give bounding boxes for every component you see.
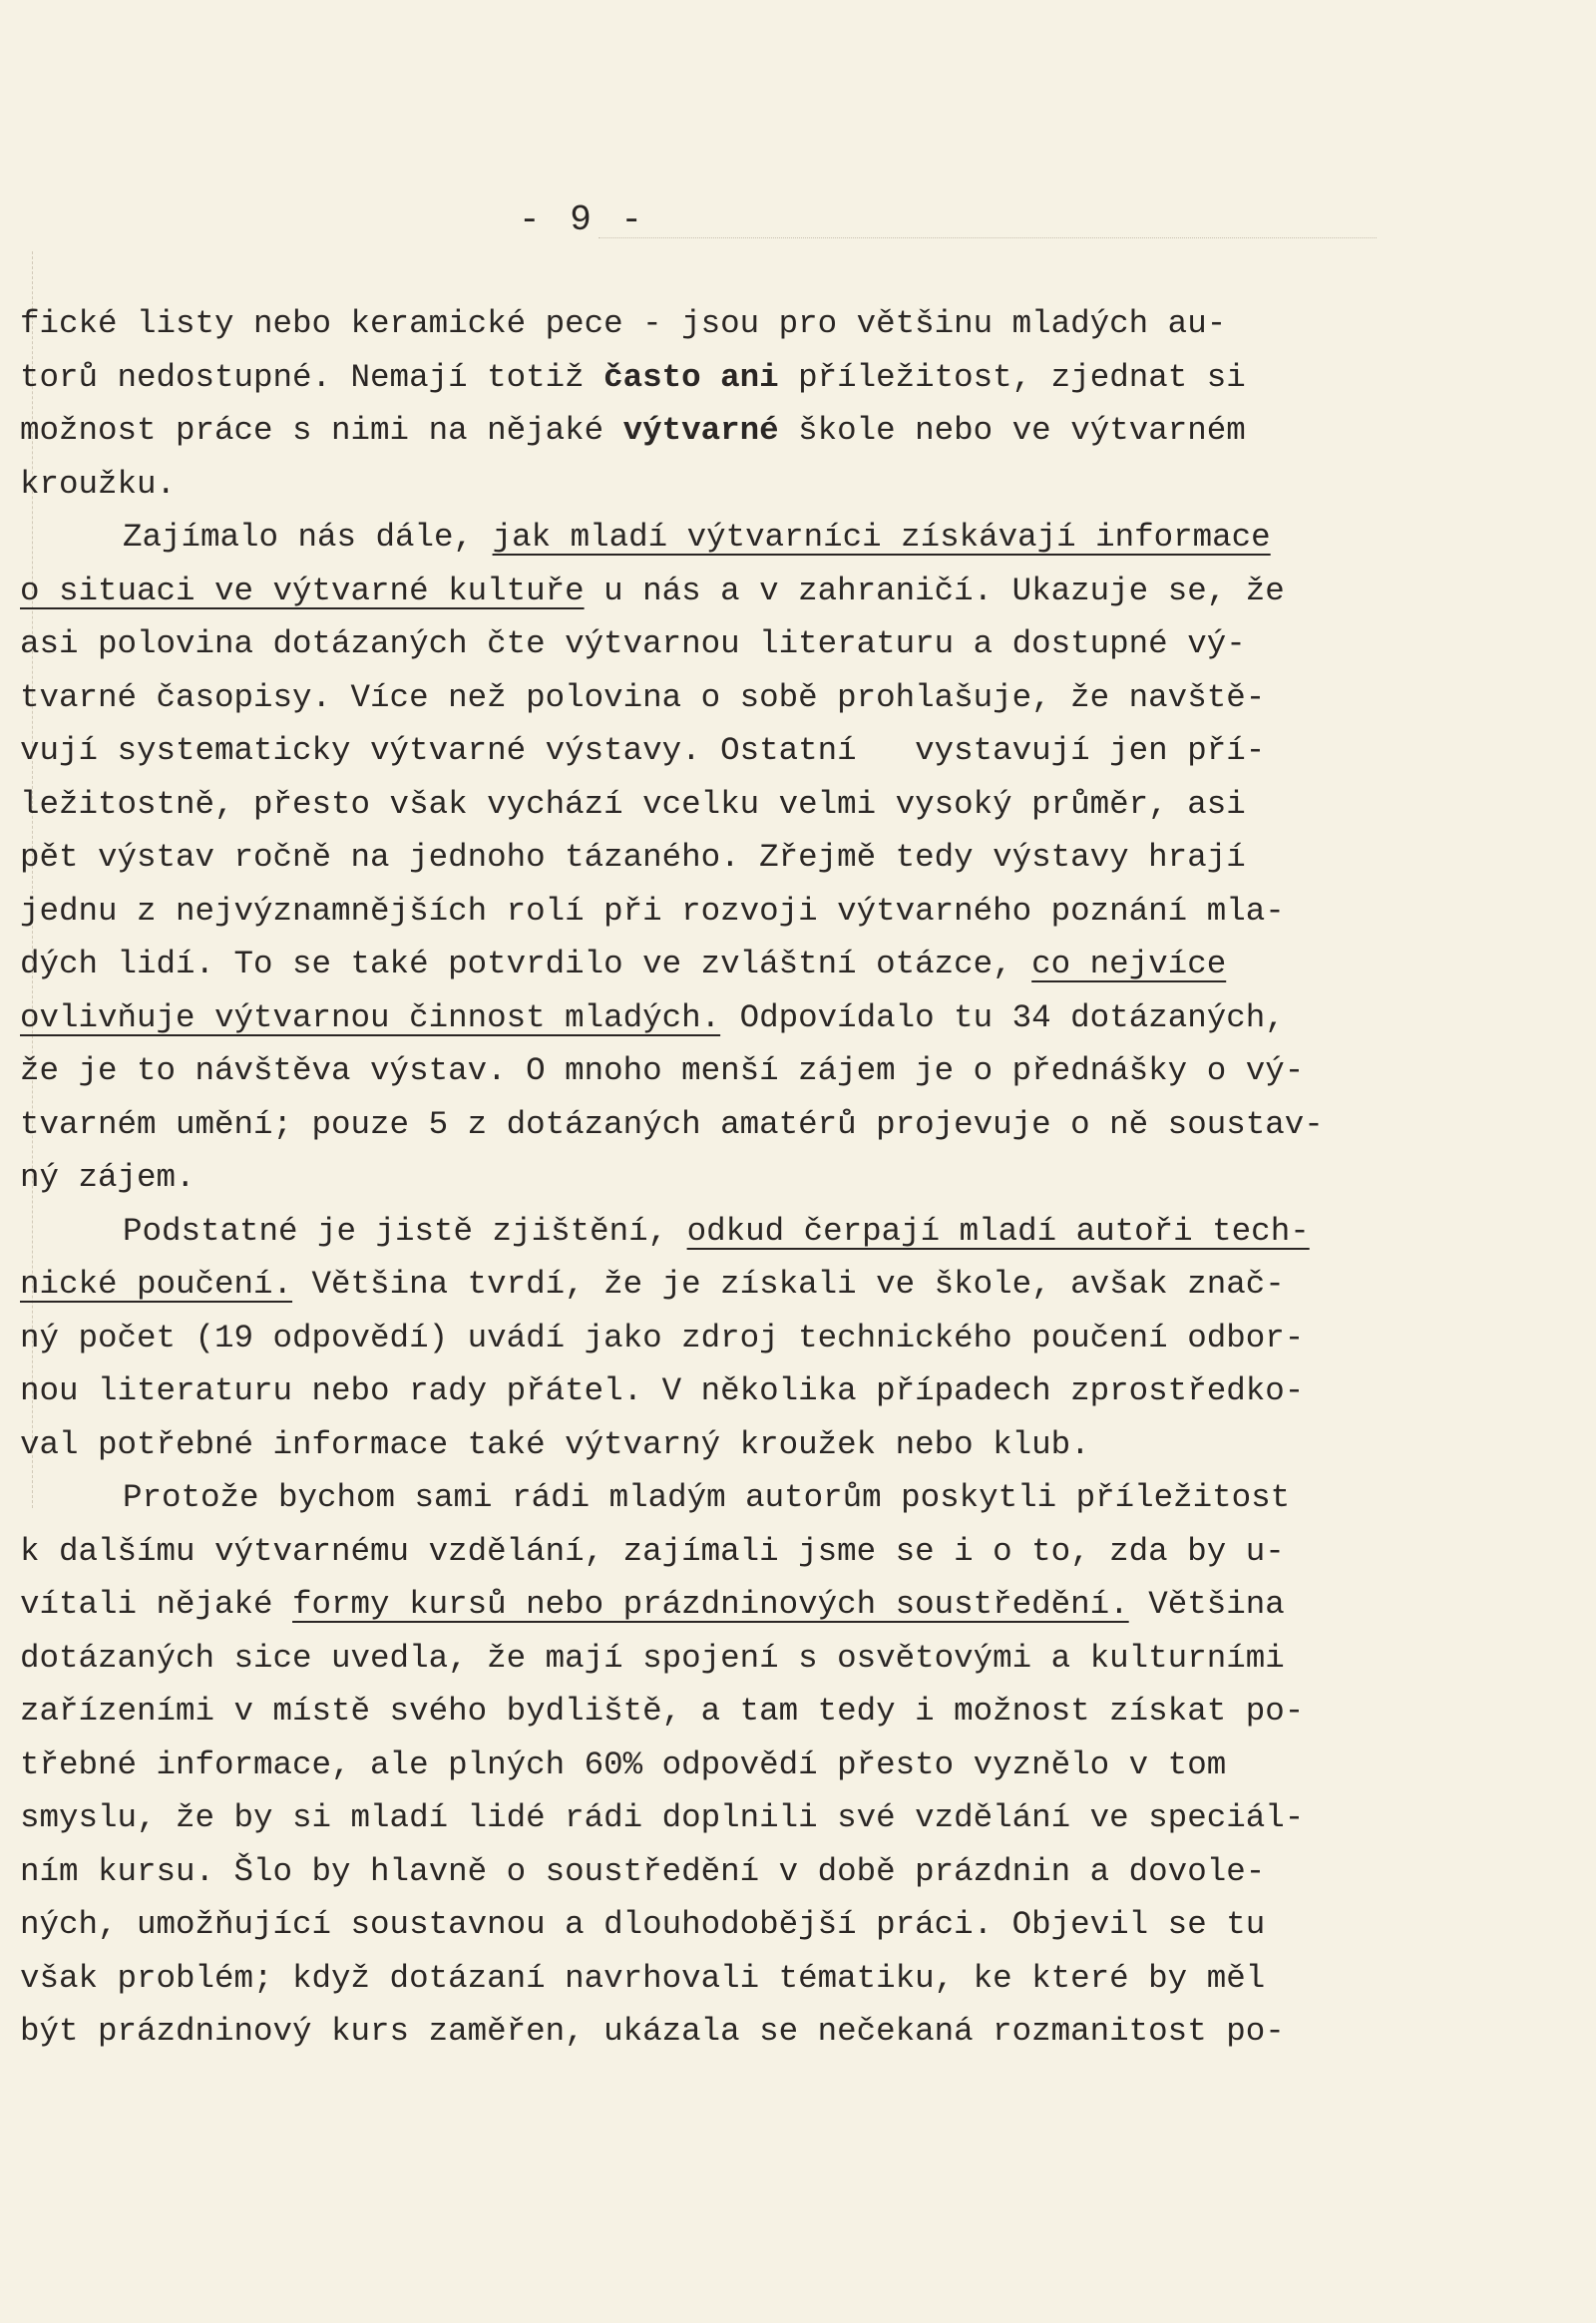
text-segment: zařízeními v místě svého bydliště, a tam tedy i možnost získat po- (20, 1693, 1305, 1730)
text-segment: kroužku. (20, 465, 177, 503)
bold-phrase: výtvarné (622, 412, 779, 449)
page-number: - 9 - (519, 199, 647, 240)
text-line (20, 404, 1436, 458)
text-line (20, 565, 1436, 618)
underlined-phrase: ovlivňuje výtvarnou činnost mladých. (20, 998, 721, 1036)
text-segment: škole nebo ve výtvarném (778, 412, 1246, 449)
text-segment: Většina (1128, 1586, 1285, 1623)
text-segment: být prázdninový kurs zaměřen, ukázala se nečekaná rozmanitost po- (20, 2013, 1285, 2050)
text-segment: ný zájem. (20, 1159, 196, 1196)
text-segment: ných, umožňující soustavnou a dlouhodobější práci. Objevil se tu (20, 1906, 1266, 1943)
text-line (20, 778, 1436, 832)
text-line (20, 297, 1436, 351)
text-line (20, 724, 1436, 778)
text-line (20, 617, 1436, 671)
underlined-phrase: odkud čerpají mladí autoři tech- (686, 1212, 1310, 1250)
text-segment: dých lidí. To se také potvrdilo ve zvláštní otázce, (20, 946, 1032, 982)
text-segment: smyslu, že by si mladí lidé rádi doplnili své vzdělání ve speciál- (20, 1799, 1305, 1836)
text-line (20, 831, 1436, 885)
text-segment: u nás a v zahraničí. Ukazuje se, že (584, 572, 1285, 609)
text-segment: Zajímalo nás dále, (123, 519, 493, 556)
text-segment: Odpovídalo tu 34 dotázaných, (720, 998, 1285, 1036)
text-segment: Podstatné je jistě zjištění, (123, 1212, 687, 1250)
text-line (20, 1312, 1436, 1365)
text-line (20, 1364, 1436, 1418)
text-segment: tvarném umění; pouze 5 z dotázaných amatérů projevuje o ně soustav- (20, 1105, 1324, 1143)
text-segment: vítali nějaké (20, 1586, 293, 1623)
text-line (20, 1845, 1436, 1899)
text-line (20, 1044, 1436, 1098)
text-segment: dotázaných sice uvedla, že mají spojení s osvětovými a kulturními (20, 1639, 1285, 1677)
text-segment: však problém; když dotázaní navrhovali tématiku, ke které by měl (20, 1959, 1266, 1997)
text-line (20, 1205, 1436, 1259)
text-segment: vují systematicky výtvarné výstavy. Ostatní vystavují jen pří- (20, 732, 1266, 769)
text-segment: Protože bychom sami rádi mladým autorům poskytli příležitost (123, 1479, 1291, 1516)
text-line (20, 1471, 1436, 1525)
text-segment: pět výstav ročně na jednoho tázaného. Zřejmě tedy výstavy hrají (20, 839, 1246, 876)
text-line (20, 885, 1436, 939)
text-line (20, 991, 1436, 1045)
text-segment: ležitostně, přesto však vychází vcelku velmi vysoký průměr, asi (20, 785, 1246, 823)
text-line (20, 351, 1436, 405)
text-line (20, 1739, 1436, 1792)
underlined-phrase: jak mladí výtvarníci získávají informace (492, 519, 1271, 556)
body-text (20, 297, 1436, 2059)
text-line (20, 1898, 1436, 1952)
text-segment: Většina tvrdí, že je získali ve škole, avšak znač- (292, 1266, 1285, 1303)
text-segment: tvarné časopisy. Více než polovina o sobě prohlašuje, že navště- (20, 678, 1266, 716)
text-line (20, 1525, 1436, 1579)
text-line (20, 1258, 1436, 1312)
underlined-phrase: formy kursů nebo prázdninových soustředění. (292, 1586, 1129, 1623)
text-line (20, 1578, 1436, 1632)
text-segment: val potřebné informace také výtvarný kroužek nebo klub. (20, 1425, 1090, 1463)
text-line (20, 1418, 1436, 1472)
text-line (20, 2005, 1436, 2059)
header-rule (598, 237, 1377, 238)
underlined-phrase: o situaci ve výtvarné kultuře (20, 572, 585, 609)
text-segment: fické listy nebo keramické pece - jsou pro většinu mladých au- (20, 305, 1227, 342)
text-segment: že je to návštěva výstav. O mnoho menší zájem je o přednášky o vý- (20, 1052, 1305, 1089)
text-line (20, 1151, 1436, 1205)
text-line (20, 1098, 1436, 1152)
text-segment: ním kursu. Šlo by hlavně o soustředění v době prázdnin a dovole- (20, 1852, 1266, 1890)
text-line (20, 1685, 1436, 1739)
underlined-phrase: nické poučení. (20, 1266, 293, 1303)
text-line (20, 511, 1436, 565)
text-segment: jednu z nejvýznamnějších rolí při rozvoji výtvarného poznání mla- (20, 892, 1285, 930)
text-segment: nou literaturu nebo rady přátel. V několika případech zprostředko- (20, 1372, 1305, 1409)
text-line (20, 1952, 1436, 2006)
text-segment: asi polovina dotázaných čte výtvarnou literaturu a dostupné vý- (20, 625, 1246, 662)
text-line (20, 671, 1436, 725)
text-segment: k dalšímu výtvarnému vzdělání, zajímali jsme se i o to, zda by u- (20, 1532, 1285, 1570)
text-line (20, 1632, 1436, 1686)
bold-phrase: často ani (603, 358, 779, 396)
text-segment: torů nedostupné. Nemají totiž (20, 358, 604, 396)
text-line (20, 1791, 1436, 1845)
text-segment: ný počet (19 odpovědí) uvádí jako zdroj technického poučení odbor- (20, 1319, 1305, 1356)
text-segment: příležitost, zjednat si (778, 358, 1246, 396)
text-line (20, 938, 1436, 991)
text-line (20, 458, 1436, 512)
text-segment: možnost práce s nimi na nějaké (20, 412, 623, 449)
underlined-phrase: co nejvíce (1031, 946, 1227, 982)
text-segment: třebné informace, ale plných 60% odpovědí přesto vyznělo v tom (20, 1745, 1227, 1783)
